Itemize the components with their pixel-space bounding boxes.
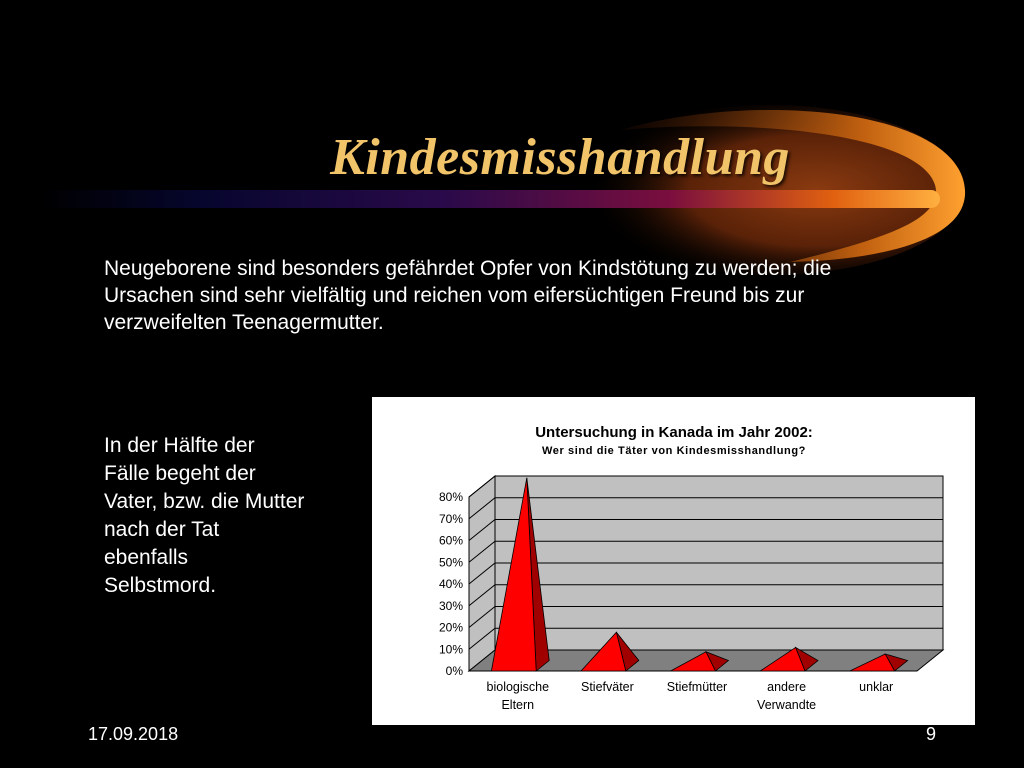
y-tick-label: 60% — [438, 533, 463, 548]
y-tick-label: 50% — [438, 555, 463, 570]
slide-title: Kindesmisshandlung — [330, 129, 790, 186]
x-tick-label: biologische — [486, 680, 550, 694]
y-tick-label: 70% — [438, 511, 463, 526]
intro-paragraph: Neugeborene sind besonders gefährdet Opfer von Kindstötung zu werden; die Ursachen sind sehr vielfältig und reichen vom eifersüchtigen Freund bis zur verzweifelten Teenagermutter. — [104, 257, 832, 334]
x-tick-label: Eltern — [501, 698, 535, 712]
x-tick-label: unklar — [859, 680, 894, 694]
y-tick-label: 20% — [438, 620, 463, 635]
chart-plot — [439, 476, 943, 712]
y-tick-label: 10% — [438, 642, 463, 657]
page-number: 9 — [926, 724, 937, 744]
chart-subtitle: Wer sind die Täter von Kindesmisshandlung? — [542, 445, 806, 457]
y-tick-label: 0% — [445, 664, 463, 678]
x-tick-label: Verwandte — [757, 698, 817, 712]
footer-date: 17.09.2018 — [88, 724, 179, 744]
chart-panel — [372, 397, 975, 725]
chart-title: Untersuchung in Kanada im Jahr 2002: — [535, 424, 813, 441]
bar-chart — [372, 397, 975, 725]
y-tick-label: 30% — [438, 598, 463, 613]
x-tick-label: andere — [767, 680, 807, 694]
x-tick-label: Stiefmütter — [666, 680, 728, 694]
side-note: In der Hälfte der Fälle begeht der Vater, bzw. die Mutter nach der Tat ebenfalls Selbstmord. — [104, 434, 305, 597]
y-tick-label: 80% — [438, 490, 463, 504]
y-tick-label: 40% — [438, 577, 463, 591]
gradient-bar — [40, 190, 940, 208]
x-tick-label: Stiefväter — [580, 680, 634, 694]
